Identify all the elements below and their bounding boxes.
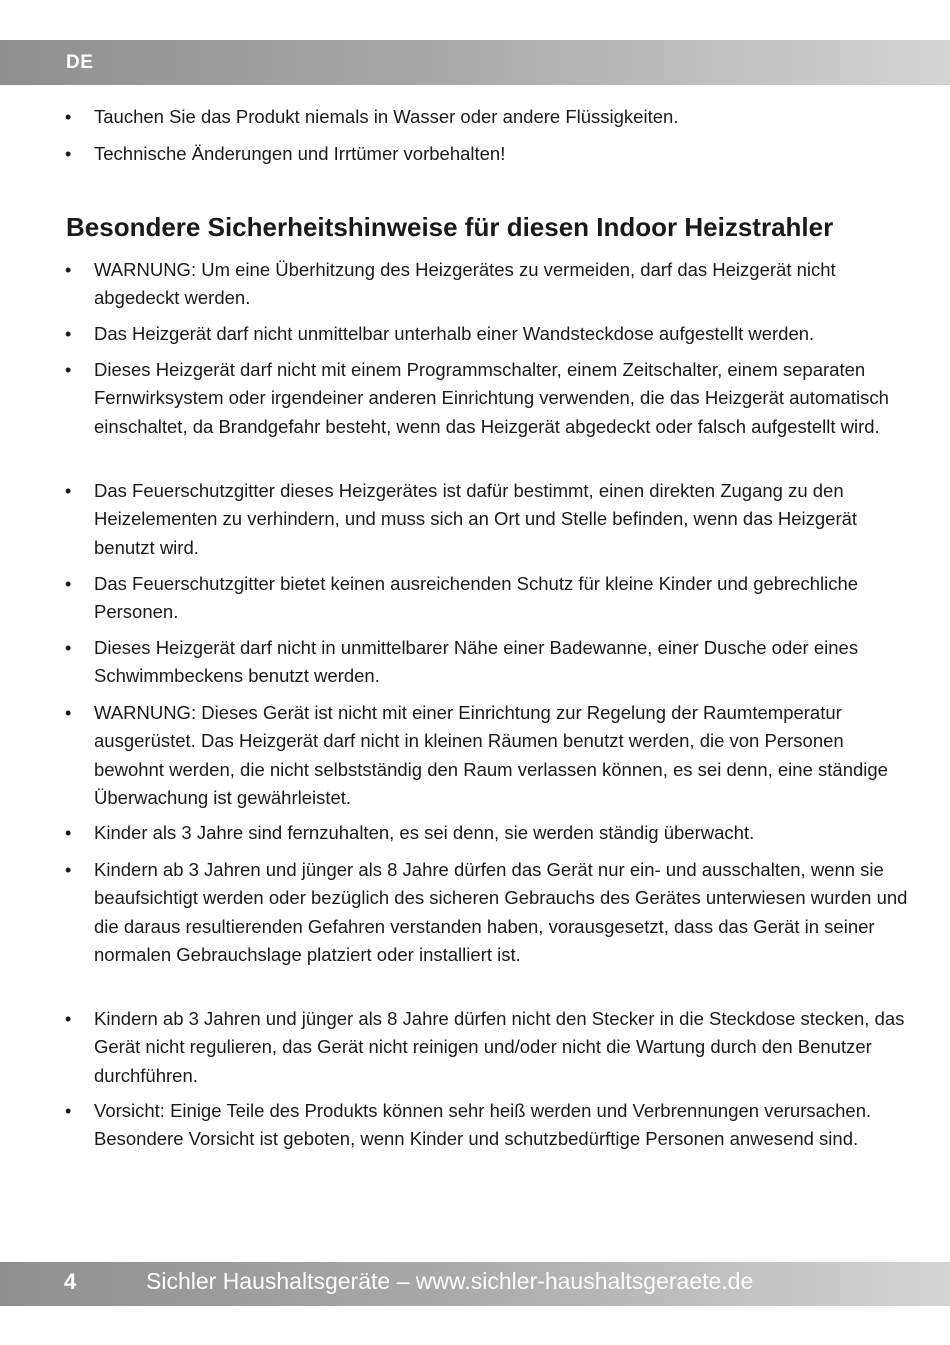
list-item: • Das Heizgerät darf nicht unmittelbar unterhalb einer Wandsteckdose aufgestellt werden. xyxy=(94,320,909,348)
list-item: • Kinder als 3 Jahre sind fernzuhalten, es sei denn, sie werden ständig überwacht. xyxy=(94,819,909,847)
header-bar xyxy=(0,40,950,85)
list-item: • Dieses Heizgerät darf nicht mit einem Programmschalter, einem Zeitschalter, einem separaten Fernwirksystem oder irgendeiner anderen Einrichtung verwenden, die das Heizgerät automatisch einschaltet, da Brandgefahr besteht, wenn das Heizgerät abgedeckt oder falsch aufgestellt wird. xyxy=(94,356,909,441)
list-item: • WARNUNG: Dieses Gerät ist nicht mit einer Einrichtung zur Regelung der Raumtemperatur ausgerüstet. Das Heizgerät darf nicht in kleinen Räumen benutzt werden, die von Personen bewohnt werden, die nicht selbstständig den Raum verlassen können, es sei denn, eine ständige Überwachung ist gewährleistet. xyxy=(94,699,909,812)
page-number: 4 xyxy=(64,1269,77,1294)
footer-bar xyxy=(0,1262,950,1306)
list-item: • Vorsicht: Einige Teile des Produkts können sehr heiß werden und Verbrennungen verursachen. Besondere Vorsicht ist geboten, wenn Kinder und schutzbedürftige Personen anwesend sind. xyxy=(94,1097,909,1154)
list-item: • Das Feuerschutzgitter bietet keinen ausreichenden Schutz für kleine Kinder und gebrechliche Personen. xyxy=(94,570,909,627)
section-title: Besondere Sicherheitshinweise für diesen Indoor Heizstrahler xyxy=(66,212,834,242)
list-item: • Das Feuerschutzgitter dieses Heizgerätes ist dafür bestimmt, einen direkten Zugang zu den Heizelementen zu verhindern, und muss sich an Ort und Stelle befinden, wenn das Heizgerät benutzt wird. xyxy=(94,477,909,562)
language-label: DE xyxy=(66,52,94,73)
list-item: • Kindern ab 3 Jahren und jünger als 8 Jahre dürfen das Gerät nur ein- und ausschalten, wenn sie beaufsichtigt werden oder bezüglich des sicheren Gebrauchs des Gerätes unterwiesen wurden und die daraus resultierenden Gefahren verstanden haben, vorausgesetzt, dass das Gerät in seiner normalen Gebrauchslage platziert oder installiert ist. xyxy=(94,856,909,969)
list-item: • Dieses Heizgerät darf nicht in unmittelbarer Nähe einer Badewanne, einer Dusche oder eines Schwimmbeckens benutzt werden. xyxy=(94,634,909,691)
footer-text: Sichler Haushaltsgeräte – www.sichler-haushaltsgeraete.de xyxy=(146,1268,754,1294)
list-item: • WARNUNG: Um eine Überhitzung des Heizgerätes zu vermeiden, darf das Heizgerät nicht abgedeckt werden. xyxy=(94,256,909,313)
list-item: • Kindern ab 3 Jahren und jünger als 8 Jahre dürfen nicht den Stecker in die Steckdose stecken, das Gerät nicht regulieren, das Gerät nicht reinigen und/oder nicht die Wartung durch den Benutzer durchführen. xyxy=(94,1005,909,1090)
list-item: • Technische Änderungen und Irrtümer vorbehalten! xyxy=(94,140,909,168)
list-item: • Tauchen Sie das Produkt niemals in Wasser oder andere Flüssigkeiten. xyxy=(94,103,909,131)
